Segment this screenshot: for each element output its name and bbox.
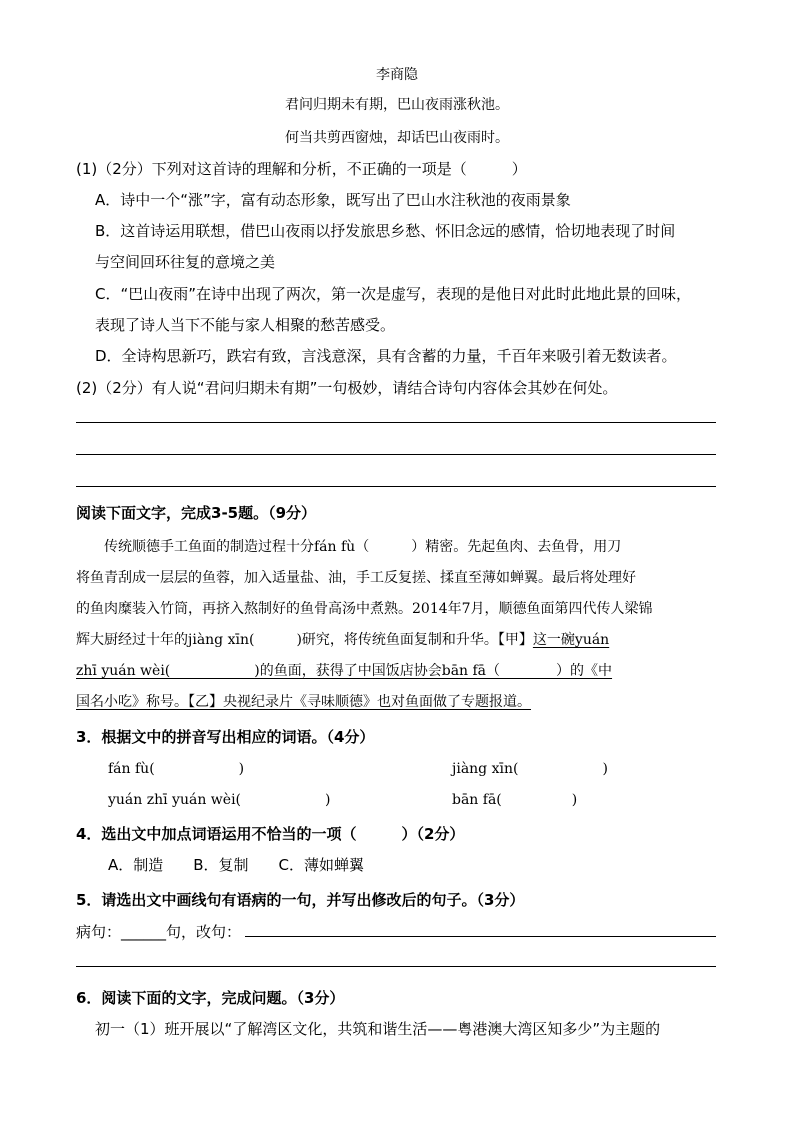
passage-line-4-text: 辉大厨经过十年的jiàng xīn( )研究，将传统鱼面复制和升华。【甲】 <box>76 632 533 648</box>
passage-line-1: 传统顺德手工鱼面的制造过程十分fán fù（ ）精密。先起鱼肉、去鱼骨，用刀 <box>76 539 622 555</box>
underlined-sentence-a-start: 这一碗yuán <box>532 632 610 648</box>
poem-line-2: 何当共剪西窗烛，却话巴山夜雨时。 <box>285 130 509 146</box>
passage-line-3: 的鱼肉糜装入竹筒，再挤入熬制好的鱼骨高汤中煮熟。2014年7月，顺德鱼面第四代传人梁锦 <box>76 601 653 617</box>
poem-line-1: 君问归期未有期，巴山夜雨涨秋池。 <box>285 97 509 113</box>
q3-item-jiangxin[interactable]: jiàng xīn( ) <box>452 761 608 777</box>
reading-heading: 阅读下面文字，完成3-5题。（9分） <box>76 504 317 522</box>
q1-stem: (1)（2分）下列对这首诗的理解和分析，不正确的一项是（ ） <box>76 160 527 178</box>
q3-item-fanfu[interactable]: fán fù( ) <box>108 761 245 777</box>
passage-line-5 <box>76 660 612 680</box>
q6-heading: 6．阅读下面的文字，完成问题。（3分） <box>76 989 345 1007</box>
q1-option-d: D．全诗构思新巧，跌宕有致，言浅意深，具有含蓄的力量，千百年来吸引着无数读者。 <box>95 347 677 365</box>
q2-stem: (2)（2分）有人说“君问归期未有期”一句极妙，请结合诗句内容体会其妙在何处。 <box>76 379 618 397</box>
passage-line-4 <box>76 629 609 649</box>
answer-line-3[interactable] <box>76 486 716 487</box>
q5-answer-line-2[interactable] <box>76 966 716 967</box>
q1-option-b-line2: 与空间回环往复的意境之美 <box>95 253 276 271</box>
q4-heading: 4．选出文中加点词语运用不恰当的一项（ ）（2分） <box>76 825 465 843</box>
poem-author: 李商隐 <box>376 67 418 83</box>
q1-option-b-line1: B．这首诗运用联想，借巴山夜雨以抒发旅思乡愁、怀旧念远的感情，恰切地表现了时间 <box>95 222 676 240</box>
answer-line-1[interactable] <box>76 422 716 423</box>
underlined-sentence-a-end: zhī yuán wèi( )的鱼面，获得了中国饭店协会bān fā（ ）的《中 <box>76 663 613 679</box>
answer-line-2[interactable] <box>76 454 716 455</box>
q5-answer-line-1[interactable] <box>245 936 716 937</box>
q6-text: 初一（1）班开展以“了解湾区文化，共筑和谐生活——粤港澳大湾区知多少”为主题的 <box>95 1020 661 1038</box>
q1-option-c-line2: 表现了诗人当下不能与家人相聚的愁苦感受。 <box>95 316 396 334</box>
q1-option-c-line1: C．“巴山夜雨”在诗中出现了两次，第一次是虚写，表现的是他日对此时此地此景的回味， <box>95 285 692 303</box>
q5-heading: 5．请选出文中画线句有语病的一句，并写出修改后的句子。（3分） <box>76 891 525 909</box>
q1-option-a: A．诗中一个“涨”字，富有动态形象，既写出了巴山水注秋池的夜雨景象 <box>95 191 571 209</box>
passage-line-6 <box>76 691 531 711</box>
underlined-sentence-b: 国名小吃》称号。【乙】央视纪录片《寻味顺德》也对鱼面做了专题报道。 <box>76 694 531 710</box>
q4-options: A．制造 B．复制 C．薄如蝉翼 <box>108 856 365 874</box>
passage-line-2: 将鱼青刮成一层层的鱼蓉，加入适量盐、油，手工反复搓、揉直至薄如蝉翼。最后将处理好 <box>76 570 636 586</box>
q5-answer-prefix: 病句：______句，改句： <box>76 923 242 941</box>
q3-item-yuanzhiyuanwei[interactable]: yuán zhī yuán wèi( ) <box>108 792 331 808</box>
q3-item-banfa[interactable]: bān fā( ) <box>452 792 578 808</box>
q3-heading: 3．根据文中的拼音写出相应的词语。（4分） <box>76 728 375 746</box>
